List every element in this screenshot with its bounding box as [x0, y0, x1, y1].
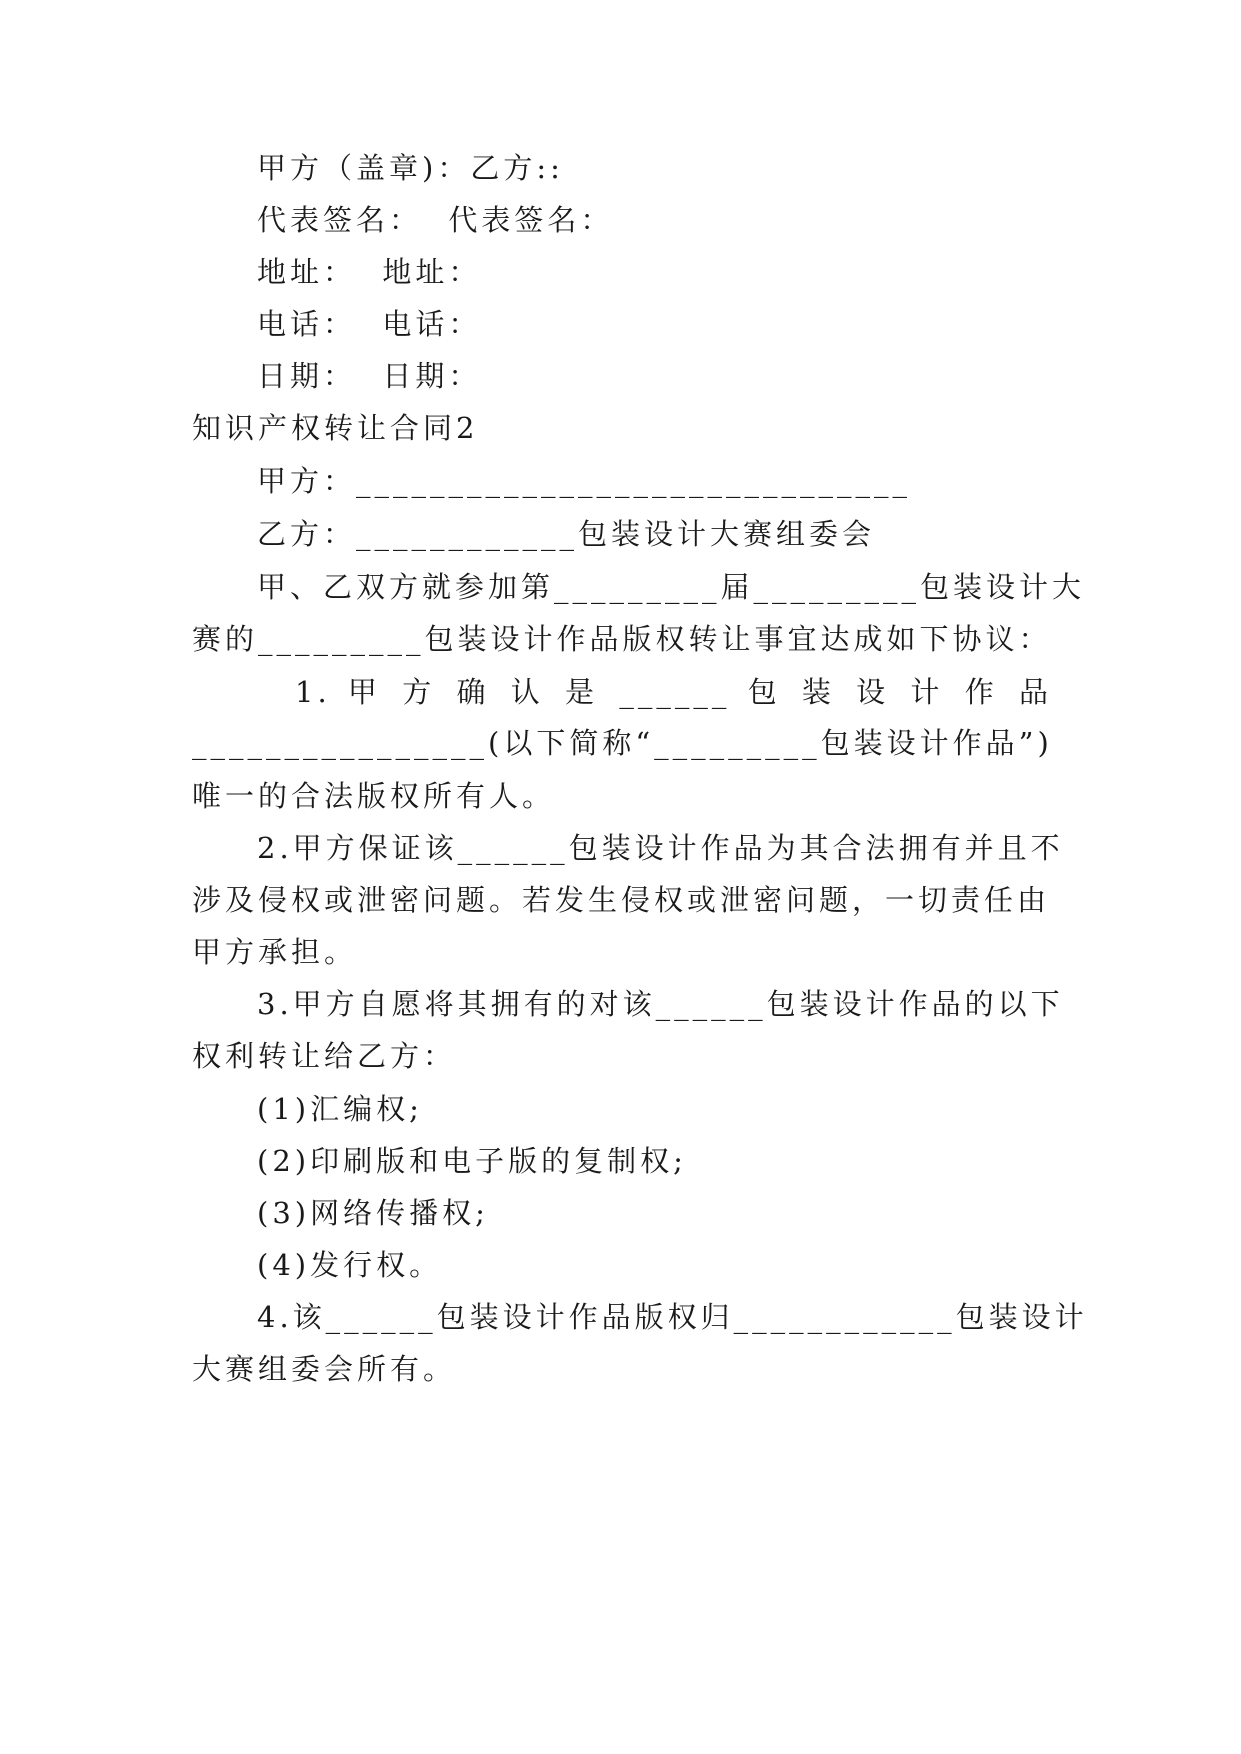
document-title: 知识产权转让合同2 [192, 411, 479, 445]
signature-line-party: 甲方（盖章)：乙方:: [257, 151, 564, 185]
clause-4-line-1: 4.该______包装设计作品版权归____________包装设计 [257, 1300, 1088, 1334]
clause-2-line-2: 涉及侵权或泄密问题。若发生侵权或泄密问题，一切责任由 [192, 883, 1051, 917]
clause-3-line-1: 3.甲方自愿将其拥有的对该______包装设计作品的以下 [257, 987, 1064, 1021]
signature-line-representative: 代表签名： 代表签名： [257, 203, 614, 237]
right-reproduction: (2)印刷版和电子版的复制权; [257, 1144, 687, 1178]
clause-1-line-3: 唯一的合法版权所有人。 [192, 779, 556, 813]
clause-1-line-1: 1. 甲 方 确 认 是 ______ 包 装 设 计 作 品 [295, 675, 1052, 709]
clause-4-line-2: 大赛组委会所有。 [192, 1352, 457, 1386]
signature-line-phone: 电话： 电话： [257, 307, 482, 341]
right-network-dissemination: (3)网络传播权; [257, 1196, 489, 1230]
signature-line-date: 日期： 日期： [257, 359, 482, 393]
intro-line-2: 赛的_________包装设计作品版权转让事宜达成如下协议： [192, 622, 1052, 656]
intro-line-1: 甲、乙双方就参加第_________届_________包装设计大 [257, 570, 1086, 604]
party-b-line: 乙方：____________包装设计大赛组委会 [257, 517, 876, 551]
clause-2-line-3: 甲方承担。 [192, 935, 358, 969]
signature-line-address: 地址： 地址： [257, 255, 482, 289]
clause-3-line-2: 权利转让给乙方： [192, 1039, 457, 1073]
clause-1-line-2: ________________(以下简称“_________包装设计作品”) [192, 726, 1053, 760]
party-a-line: 甲方：______________________________ [257, 464, 912, 498]
clause-2-line-1: 2.甲方保证该______包装设计作品为其合法拥有并且不 [257, 831, 1064, 865]
right-distribution: (4)发行权。 [257, 1248, 443, 1282]
right-compilation: (1)汇编权; [257, 1092, 423, 1126]
